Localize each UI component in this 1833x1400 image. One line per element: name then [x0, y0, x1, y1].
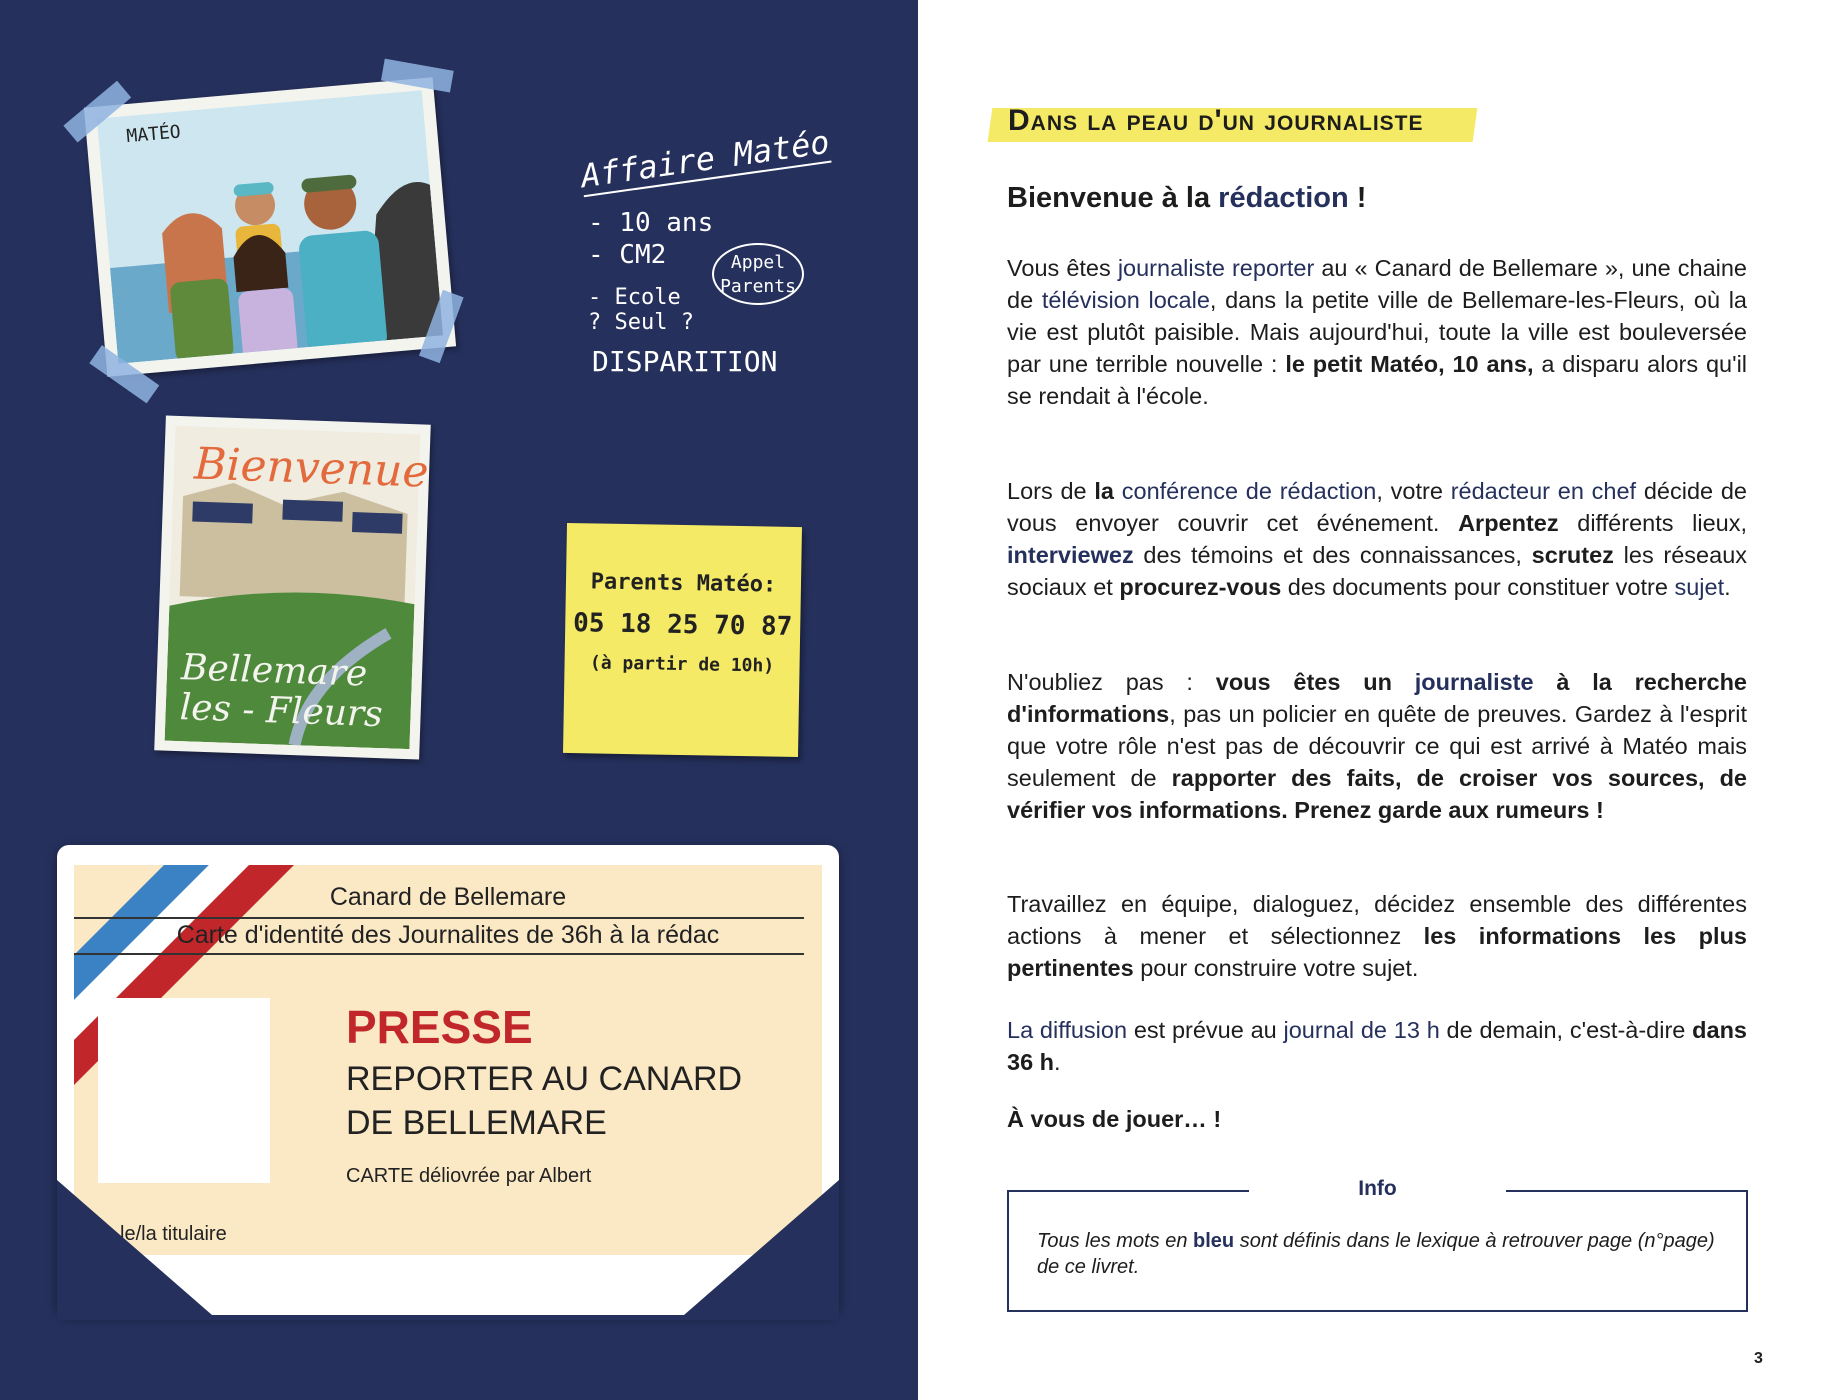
glossary-term: journaliste reporter	[1117, 255, 1315, 281]
paragraph-2: Lors de la conférence de rédaction, votre rédacteur en chef décide de vous envoyer couvrir cet événement. Arpentez différents lieux, interviewez des témoins et des connaissances, scrutez les réseaux sociaux et procurez-vous des documents pour constituer votre sujet.	[1007, 478, 1748, 600]
holder-photo-box	[98, 998, 270, 1183]
glossary-term: sujet	[1674, 574, 1725, 600]
paragraph-3: N'oubliez pas : vous êtes un journaliste à la recherche d'informations, pas un policier en quête de preuves. Gardez à l'esprit que votre rôle n'est pas de découvrir ce qui est arrivé à Matéo mais seulement de rapporter des faits, de croiser vos sources, de vérifier vos informations. Prenez garde aux rumeurs !	[1007, 669, 1748, 823]
glossary-term: La diffusion	[1007, 1017, 1128, 1043]
card-delivered: CARTE déliovrée par Albert	[346, 1165, 592, 1187]
card-subtitle: Carte d'identité des Journalites de 36h à la rédac	[176, 921, 720, 949]
glossary-term: journal de 13 h	[1283, 1017, 1440, 1043]
note-result: DISPARITION	[592, 345, 778, 378]
holder-label: le/la titulaire	[120, 1223, 227, 1245]
info-text: Tous les mots en bleu sont définis dans le lexique à retrouver page (n°page) de ce livret.	[1037, 1230, 1715, 1278]
card-title: Canard de Bellemare	[329, 883, 567, 911]
photo-label: MATÉO	[125, 121, 182, 148]
postcard-bottom-text: Bellemare les - Fleurs	[179, 647, 384, 736]
sticky-line-1: Parents Matéo:	[590, 569, 777, 598]
note-item: - 10 ans	[588, 208, 714, 238]
glossary-term: rédacteur en chef	[1450, 478, 1637, 504]
postcard-top-text: Bienvenue	[193, 438, 430, 498]
family-photo	[84, 77, 456, 376]
glossary-term: télévision locale	[1041, 287, 1210, 313]
page-number: 3	[1754, 1350, 1763, 1367]
info-label: Info	[1358, 1177, 1397, 1200]
sticky-line-2: 05 18 25 70 87	[572, 608, 793, 642]
glossary-term: rédaction	[1218, 182, 1349, 214]
sticky-line-3: (à partir de 10h)	[589, 652, 775, 677]
note-item: - Ecole ? Seul ?	[588, 285, 694, 335]
glossary-term: conférence de rédaction	[1121, 478, 1377, 504]
envelope-pocket	[57, 1180, 839, 1320]
paragraph-1: Vous êtes journaliste reporter au « Canard de Bellemare », une chaine de télévision locale, dans la petite ville de Bellemare-les-Fleurs, où la vie est plutôt paisible. Mais aujourd'hui, toute la ville est bouleversée par une terrible nouvelle : le petit Matéo, 10 ans, a disparu alors qu'il se rendait à l'école.	[1007, 255, 1748, 409]
sticky-note	[563, 523, 802, 757]
paragraph-6: À vous de jouer… !	[1007, 1106, 1222, 1132]
tape-top-right	[381, 59, 454, 93]
card-rule	[74, 953, 804, 955]
card-rule	[74, 917, 804, 919]
paragraph-4: Travaillez en équipe, dialoguez, décidez ensemble des différentes actions à mener et sélectionnez les informations les plus pertinentes pour construire votre sujet.	[1007, 891, 1747, 981]
card-presse: PRESSE	[346, 1001, 533, 1053]
section-title: Dans la peau d'un journaliste	[1008, 104, 1424, 137]
note-bubble: Appel Parents	[712, 243, 804, 305]
notes-title: Affaire Matéo	[578, 122, 832, 196]
paragraph-5: La diffusion est prévue au journal de 13 h de demain, c'est-à-dire dans 36 h.	[1007, 1017, 1747, 1075]
welcome-heading: Bienvenue à la rédaction !	[1007, 182, 1367, 214]
info-box	[1007, 1177, 1748, 1312]
card-role: REPORTER AU CANARD DE BELLEMARE	[346, 1060, 743, 1142]
glossary-term: bleu	[1193, 1230, 1235, 1252]
postcard	[154, 415, 431, 759]
glossary-term: interviewez	[1007, 542, 1134, 568]
note-item: - CM2	[588, 240, 667, 270]
glossary-term: journaliste	[1414, 669, 1534, 695]
